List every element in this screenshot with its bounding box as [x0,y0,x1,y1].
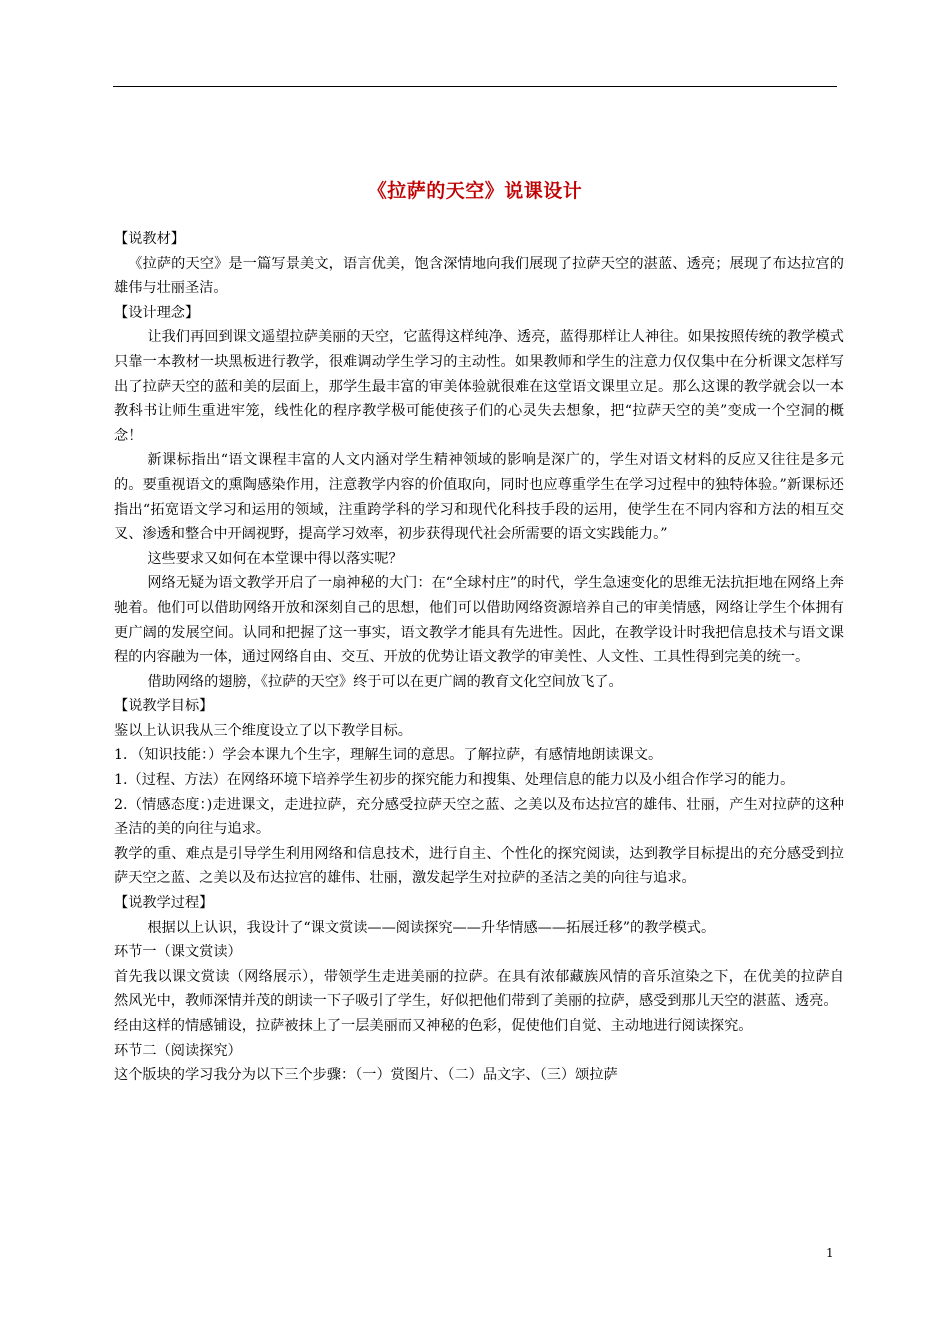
paragraph: 《拉萨的天空》是一篇写景美文，语言优美，饱含深情地向我们展现了拉萨天空的湛蓝、透亮；展现了布达拉宫的雄伟与壮丽圣洁。 [114,255,844,297]
paragraph: 鉴以上认识我从三个维度设立了以下教学目标。 [114,722,412,739]
paragraph: 根据以上认识，我设计了“课文赏读——阅读探究——升华情感——拓展迁移”的教学模式。 [147,919,716,936]
list-item: 1．（知识技能：）学会本课九个生字，理解生词的意思。了解拉萨，有感情地朗读课文。 [114,747,663,764]
section-heading: 【说教学过程】 [114,895,214,912]
list-item: 2.（情感态度：)走进课文，走进拉萨，充分感受拉萨天空之蓝、之美以及布达拉宫的雄伟、壮丽，产生对拉萨的这种圣洁的美的向往与追求。 [114,796,844,838]
header-rule [113,86,837,87]
subsection-heading: 环节一（课文赏读） [114,944,242,961]
page-title: 《拉萨的天空》说课设计 [367,180,583,202]
section-heading: 【设计理念】 [114,304,200,321]
document-body [114,227,844,1088]
paragraph: 网络无疑为语文教学开启了一扇神秘的大门：在“全球村庄”的时代，学生急速变化的思维无法抗拒地在网络上奔驰着。他们可以借助网络开放和深刻自己的思想，他们可以借助网络资源培养自己的审美情感，网络让学生个体拥有更广阔的发展空间。认同和把握了这一事实，语文教学才能具有先进性。因此，在教学设计时我把信息技术与语文课程的内容融为一体，通过网络自由、交互、开放的优势让语文教学的审美性、人文性、工具性得到完美的统一。 [114,575,844,666]
subsection-heading: 环节二（阅读探究） [114,1042,242,1059]
paragraph: 经由这样的情感铺设，拉萨被抹上了一层美丽而又神秘的色彩，促使他们自觉、主动地进行阅读探究。 [114,1018,753,1034]
paragraph: 新课标指出“语文课程丰富的人文内涵对学生精神领域的影响是深广的，学生对语文材料的反应又往往是多元的。要重视语文的熏陶感染作用，注意教学内容的价值取向，同时也应尊重学生在学习过程中的独特体验。”新课标还指出“拓宽语文学习和运用的领域，注重跨学科的学习和现代化科技手段的运用，使学生在不同内容和方法的相互交叉、渗透和整合中开阔视野，提高学习效率，初步获得现代社会所需要的语文实践能力。” [114,452,844,543]
paragraph: 首先我以课文赏读（网络展示），带领学生走进美丽的拉萨。在具有浓郁藏族风情的音乐渲染之下，在优美的拉萨自然风光中，教师深情并茂的朗读一下子吸引了学生，好似把他们带到了美丽的拉萨，感受到那儿天空的湛蓝、透亮。 [114,968,844,1010]
paragraph: 教学的重、难点是引导学生利用网络和信息技术，进行自主、个性化的探究阅读，达到教学目标提出的充分感受到拉萨天空之蓝、之美以及布达拉宫的雄伟、壮丽，激发起学生对拉萨的圣洁之美的向往与追求。 [114,845,844,887]
section-heading: 【说教学目标】 [114,698,214,715]
section-heading: 【说教材】 [114,231,185,247]
list-item: 1.（过程、方法）在网络环境下培养学生初步的探究能力和搜集、处理信息的能力以及小组合作学习的能力。 [114,772,795,789]
paragraph: 这个版块的学习我分为以下三个步骤：（一）赏图片、（二）品文字、（三）颂拉萨 [114,1067,618,1084]
paragraph: 让我们再回到课文遥望拉萨美丽的天空，它蓝得这样纯净、透亮，蓝得那样让人神往。如果按照传统的教学模式只靠一本教材一块黑板进行教学，很难调动学生学习的主动性。如果教师和学生的注意力仅仅集中在分析课文怎样写出了拉萨天空的蓝和美的层面上，那学生最丰富的审美体验就很难在这堂语文课里立足。那么这课的教学就会以一本教科书让师生重进牢笼，线性化的程序教学极可能使孩子们的心灵失去想象，把“拉萨天空的美”变成一个空洞的概念！ [114,329,844,444]
paragraph: 借助网络的翅膀，《拉萨的天空》终于可以在更广阔的教育文化空间放飞了。 [147,673,623,690]
page-number: 1 [826,1246,834,1260]
paragraph: 这些要求又如何在本堂课中得以落实呢？ [147,550,403,567]
